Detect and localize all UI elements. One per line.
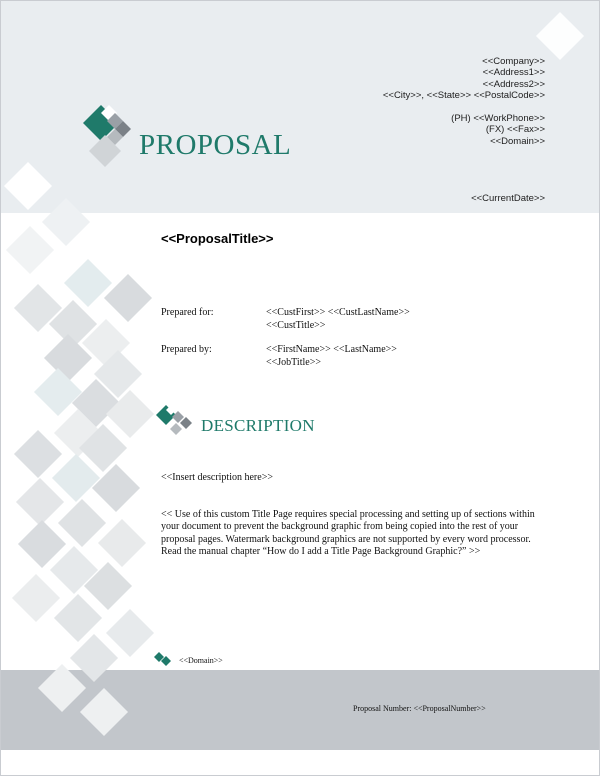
work-phone: (PH) <<WorkPhone>> (451, 113, 545, 124)
current-date: <<CurrentDate>> (471, 193, 545, 204)
address-line-2: <<Address2>> (482, 78, 545, 90)
decorative-diamond (98, 519, 146, 567)
description-logo-icon (154, 403, 198, 439)
company-name: <<Company>> (482, 56, 545, 67)
description-placeholder: <<Insert description here>> (161, 472, 273, 483)
description-heading: DESCRIPTION (201, 416, 315, 435)
company-address-block (383, 56, 545, 101)
city-state-postal: <<City>>, <<State>> <<PostalCode>> (382, 89, 545, 101)
prepared-for-label: Prepared for: (161, 307, 214, 318)
decorative-diamond (6, 226, 54, 274)
footer-logo-icon (153, 651, 173, 667)
decorative-diamond (14, 430, 62, 478)
footer-domain: <<Domain>> (179, 656, 223, 665)
decorative-diamond (58, 499, 106, 547)
instruction-paragraph: << Use of this custom Title Page requires special processing and setting up of sections within your document to prevent the background graphic from being copied into the rest of your proposal pages. Watermark background graphics are not supported by every word processor. Read the manual chapter “How do I add a Title Page Background Graphic?” >> (161, 509, 535, 558)
prepared-by-value (266, 344, 397, 369)
contact-block (451, 113, 545, 147)
decorative-diamond (106, 609, 154, 657)
customer-name: <<CustFirst>> <<CustLastName>> (266, 307, 410, 318)
prepared-by-label: Prepared by: (161, 344, 212, 355)
proposal-title: <<ProposalTitle>> (161, 231, 274, 246)
customer-title: <<CustTitle>> (266, 319, 326, 331)
author-name: <<FirstName>> <<LastName>> (266, 344, 397, 355)
fax: (FX) <<Fax>> (485, 124, 545, 136)
logo-wordmark: PROPOSAL (139, 129, 292, 161)
decorative-diamond (12, 574, 60, 622)
proposal-number: Proposal Number: <<ProposalNumber>> (353, 704, 486, 713)
decorative-diamond (16, 478, 64, 526)
author-job-title: <<JobTitle>> (266, 356, 321, 368)
prepared-for-value (266, 307, 410, 332)
domain: <<Domain>> (490, 135, 545, 147)
proposal-logo-icon (79, 101, 137, 175)
decorative-diamond (92, 464, 140, 512)
address-line-1: <<Address1>> (482, 67, 545, 79)
